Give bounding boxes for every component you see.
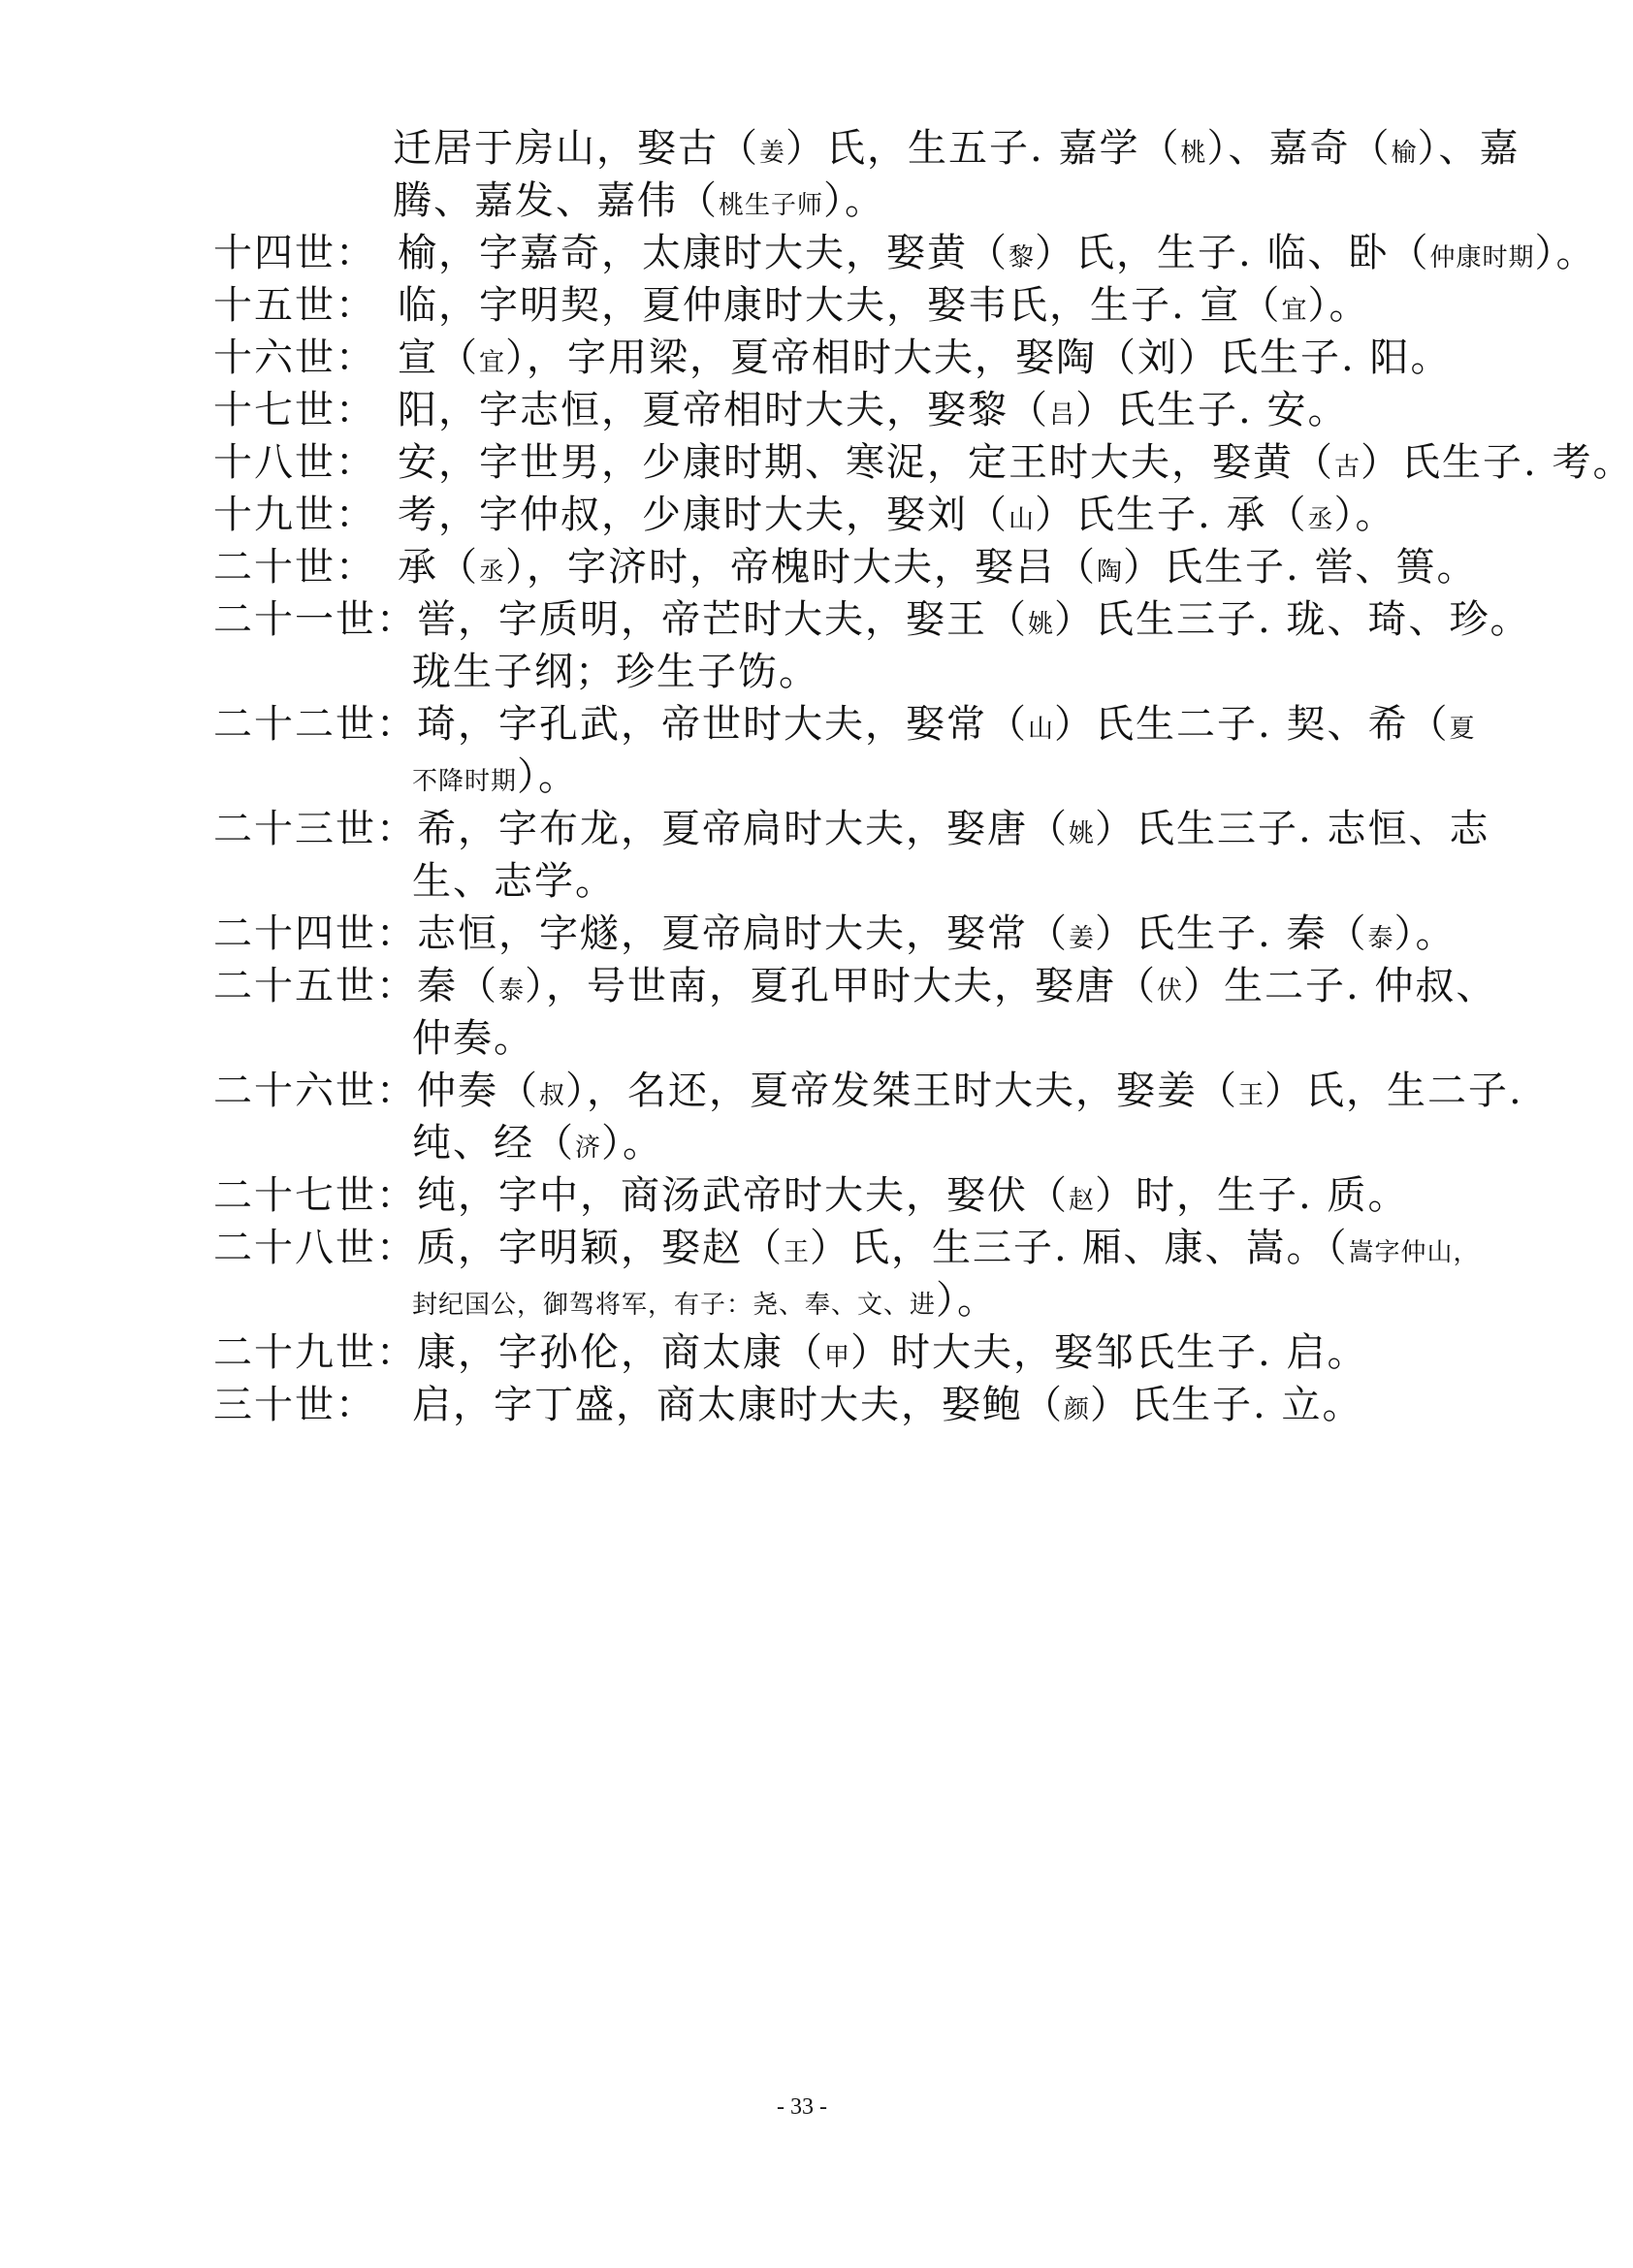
entry-text: ）氏生二子. 契、希（ bbox=[1054, 702, 1450, 747]
annotation-note: 甲 bbox=[824, 1343, 851, 1372]
entry-text: ）生二子. 仲叔、 bbox=[1183, 964, 1497, 1008]
annotation-note: 颜 bbox=[1064, 1395, 1091, 1424]
entry-text: ），字济时，帝槐时大夫，娶吕（ bbox=[505, 545, 1098, 590]
annotation-note: 宜 bbox=[1281, 296, 1308, 325]
annotation-note: 吕 bbox=[1049, 400, 1076, 430]
generation-label: 十九世： bbox=[213, 493, 376, 537]
annotation-note: 泰 bbox=[498, 976, 526, 1006]
annotation-note: 丞 bbox=[1307, 505, 1334, 534]
genealogy-line bbox=[213, 700, 1475, 753]
genealogy-line bbox=[213, 438, 1633, 492]
entry-text: ）时，生子. 质。 bbox=[1095, 1173, 1409, 1218]
generation-label: 二十六世： bbox=[213, 1069, 417, 1113]
entry-text: ）、嘉奇（ bbox=[1206, 126, 1392, 171]
entry-text: 仲奏。 bbox=[412, 1016, 534, 1061]
entry-text: 迁居于房山，娶古（ bbox=[393, 126, 759, 171]
entry-text: 阳，字志恒，夏帝相时大夫，娶黎（ bbox=[398, 388, 1049, 432]
generation-label: 二十二世： bbox=[213, 702, 417, 747]
annotation-note: 姜 bbox=[759, 139, 786, 168]
entry-text: 珑生子纲；珍生子饬。 bbox=[412, 650, 819, 694]
generation-label: 十四世： bbox=[213, 231, 376, 275]
entry-text: ）时大夫，娶邹氏生子. 启。 bbox=[850, 1330, 1368, 1375]
entry-text: 康，字孙伦，商太康（ bbox=[417, 1330, 824, 1375]
annotation-note: 夏 bbox=[1449, 715, 1476, 744]
annotation-note: 榆 bbox=[1391, 139, 1418, 168]
generation-label: 二十一世： bbox=[213, 597, 417, 642]
generation-label: 二十三世： bbox=[213, 807, 417, 851]
annotation-note: 王 bbox=[1238, 1081, 1265, 1110]
entry-text: ）。 bbox=[601, 1121, 664, 1166]
annotation-note: 陶 bbox=[1097, 558, 1124, 587]
genealogy-line bbox=[213, 386, 1348, 439]
generation-label: 二十四世： bbox=[213, 911, 417, 956]
entry-text: ）。 bbox=[1307, 283, 1370, 328]
generation-label: 二十八世： bbox=[213, 1226, 417, 1270]
entry-text: 承（ bbox=[398, 545, 479, 590]
genealogy-line bbox=[213, 491, 1395, 544]
generation-label: 二十九世： bbox=[213, 1330, 417, 1375]
generation-label: 十六世： bbox=[213, 335, 376, 380]
generation-label: 二十五世： bbox=[213, 964, 417, 1008]
entry-text: ）氏，生三子. 厢、康、嵩。（ bbox=[810, 1226, 1349, 1270]
entry-text: ）。 bbox=[1333, 493, 1396, 537]
genealogy-line bbox=[213, 962, 1496, 1015]
entry-text: ）氏，生二子. bbox=[1265, 1069, 1523, 1113]
entry-text: 考，字仲叔，少康时大夫，娶刘（ bbox=[398, 493, 1009, 537]
annotation-note: 丞 bbox=[479, 558, 506, 587]
annotation-note: 宜 bbox=[479, 348, 506, 377]
entry-text: 志恒，字燧，夏帝扃时大夫，娶常（ bbox=[417, 911, 1069, 956]
entry-text: ）。 bbox=[936, 1278, 999, 1323]
annotation-note: 桃生子师 bbox=[719, 191, 824, 220]
annotation-note: 赵 bbox=[1069, 1186, 1096, 1215]
entry-text: ）。 bbox=[823, 178, 886, 223]
annotation-note: 山 bbox=[1028, 715, 1055, 744]
entry-text: 纯，字中，商汤武帝时大夫，娶伏（ bbox=[417, 1173, 1069, 1218]
genealogy-line bbox=[412, 648, 819, 696]
entry-text: 宣（ bbox=[398, 335, 479, 380]
annotation-note: 济 bbox=[575, 1134, 602, 1163]
genealogy-line bbox=[213, 805, 1489, 858]
annotation-note: 叔 bbox=[539, 1081, 566, 1110]
annotation-note: 姚 bbox=[1028, 610, 1055, 639]
entry-text: 秦（ bbox=[417, 964, 498, 1008]
annotation-note: 王 bbox=[784, 1238, 811, 1267]
genealogy-line bbox=[412, 752, 579, 806]
genealogy-line bbox=[213, 229, 1596, 282]
annotation-note: 姜 bbox=[1069, 924, 1096, 953]
entry-text: ）。 bbox=[1534, 231, 1597, 275]
generation-label: 二十世： bbox=[213, 545, 376, 590]
genealogy-line bbox=[412, 1119, 663, 1172]
entry-text: ）氏生子. 承（ bbox=[1035, 493, 1308, 537]
annotation-note: 不降时期 bbox=[412, 767, 518, 796]
entry-text: ）氏生子. 喾、篑。 bbox=[1123, 545, 1478, 590]
generation-label: 十五世： bbox=[213, 283, 376, 328]
genealogy-line bbox=[213, 910, 1456, 963]
entry-text: ）氏生子. 立。 bbox=[1090, 1383, 1363, 1427]
entry-text: 生、志学。 bbox=[412, 859, 616, 904]
page-number: - 33 - bbox=[777, 2094, 827, 2120]
genealogy-line bbox=[213, 1381, 1362, 1434]
entry-text: ），字用梁，夏帝相时大夫，娶陶（刘）氏生子. 阳。 bbox=[505, 335, 1452, 380]
entry-text: ）。 bbox=[1393, 911, 1457, 956]
genealogy-line bbox=[213, 1224, 1479, 1277]
entry-text: ）氏生子. 考。 bbox=[1361, 440, 1633, 485]
entry-text: 质，字明颖，娶赵（ bbox=[417, 1226, 784, 1270]
genealogy-line bbox=[393, 176, 885, 230]
entry-text: ）、嘉 bbox=[1417, 126, 1521, 171]
entry-text: 启，字丁盛，商太康时大夫，娶鲍（ bbox=[412, 1383, 1064, 1427]
genealogy-line bbox=[213, 595, 1530, 649]
generation-label: 十八世： bbox=[213, 440, 376, 485]
entry-text: ）氏生子. 安。 bbox=[1075, 388, 1349, 432]
generation-label: 三十世： bbox=[213, 1383, 376, 1427]
genealogy-line bbox=[412, 857, 616, 906]
annotation-note: 封纪国公，御驾将军，有子：尧、奉、文、进 bbox=[412, 1291, 937, 1320]
annotation-note: 姚 bbox=[1069, 819, 1096, 848]
annotation-note: 伏 bbox=[1157, 976, 1184, 1006]
entry-text: ），名还，夏帝发桀王时大夫，娶姜（ bbox=[565, 1069, 1239, 1113]
annotation-note: 黎 bbox=[1009, 243, 1036, 272]
entry-text: 琦，字孔武，帝世时大夫，娶常（ bbox=[417, 702, 1028, 747]
entry-text: ）氏，生五子. 嘉学（ bbox=[785, 126, 1181, 171]
entry-text: ），号世南，夏孔甲时大夫，娶唐（ bbox=[525, 964, 1158, 1008]
genealogy-line bbox=[412, 1014, 534, 1063]
annotation-note: 泰 bbox=[1367, 924, 1394, 953]
entry-text: ）氏生子. 秦（ bbox=[1095, 911, 1368, 956]
entry-text: ）氏生三子. 珑、琦、珍。 bbox=[1054, 597, 1531, 642]
generation-label: 十七世： bbox=[213, 388, 376, 432]
genealogy-line bbox=[213, 1067, 1523, 1120]
annotation-note: 桃 bbox=[1180, 139, 1207, 168]
entry-text: ）氏，生子. 临、卧（ bbox=[1035, 231, 1430, 275]
entry-text: 腾、嘉发、嘉伟（ bbox=[393, 178, 719, 223]
entry-text: 希，字布龙，夏帝扃时大夫，娶唐（ bbox=[417, 807, 1069, 851]
genealogy-line bbox=[213, 334, 1451, 387]
genealogy-line bbox=[213, 1171, 1408, 1225]
entry-text: 喾，字质明，帝芒时大夫，娶王（ bbox=[417, 597, 1028, 642]
entry-text: 安，字世男，少康时期、寒浞，定王时大夫，娶黄（ bbox=[398, 440, 1334, 485]
entry-text: 纯、经（ bbox=[412, 1121, 575, 1166]
annotation-note: 仲康时期 bbox=[1429, 243, 1535, 272]
genealogy-line bbox=[213, 1328, 1367, 1382]
annotation-note: 山 bbox=[1009, 505, 1036, 534]
genealogy-line bbox=[393, 124, 1520, 177]
entry-text: 仲奏（ bbox=[417, 1069, 539, 1113]
entry-text: ）。 bbox=[517, 754, 580, 799]
generation-label: 二十七世： bbox=[213, 1173, 417, 1218]
genealogy-line bbox=[213, 543, 1477, 596]
entry-text: ）氏生三子. 志恒、志 bbox=[1095, 807, 1490, 851]
entry-text: 榆，字嘉奇，太康时大夫，娶黄（ bbox=[398, 231, 1009, 275]
genealogy-line bbox=[412, 1276, 998, 1329]
genealogy-line bbox=[213, 281, 1369, 335]
entry-text: 临，字明契，夏仲康时大夫，娶韦氏，生子. 宣（ bbox=[398, 283, 1282, 328]
annotation-note: 古 bbox=[1334, 453, 1361, 482]
annotation-note: 嵩字仲山， bbox=[1348, 1238, 1480, 1267]
